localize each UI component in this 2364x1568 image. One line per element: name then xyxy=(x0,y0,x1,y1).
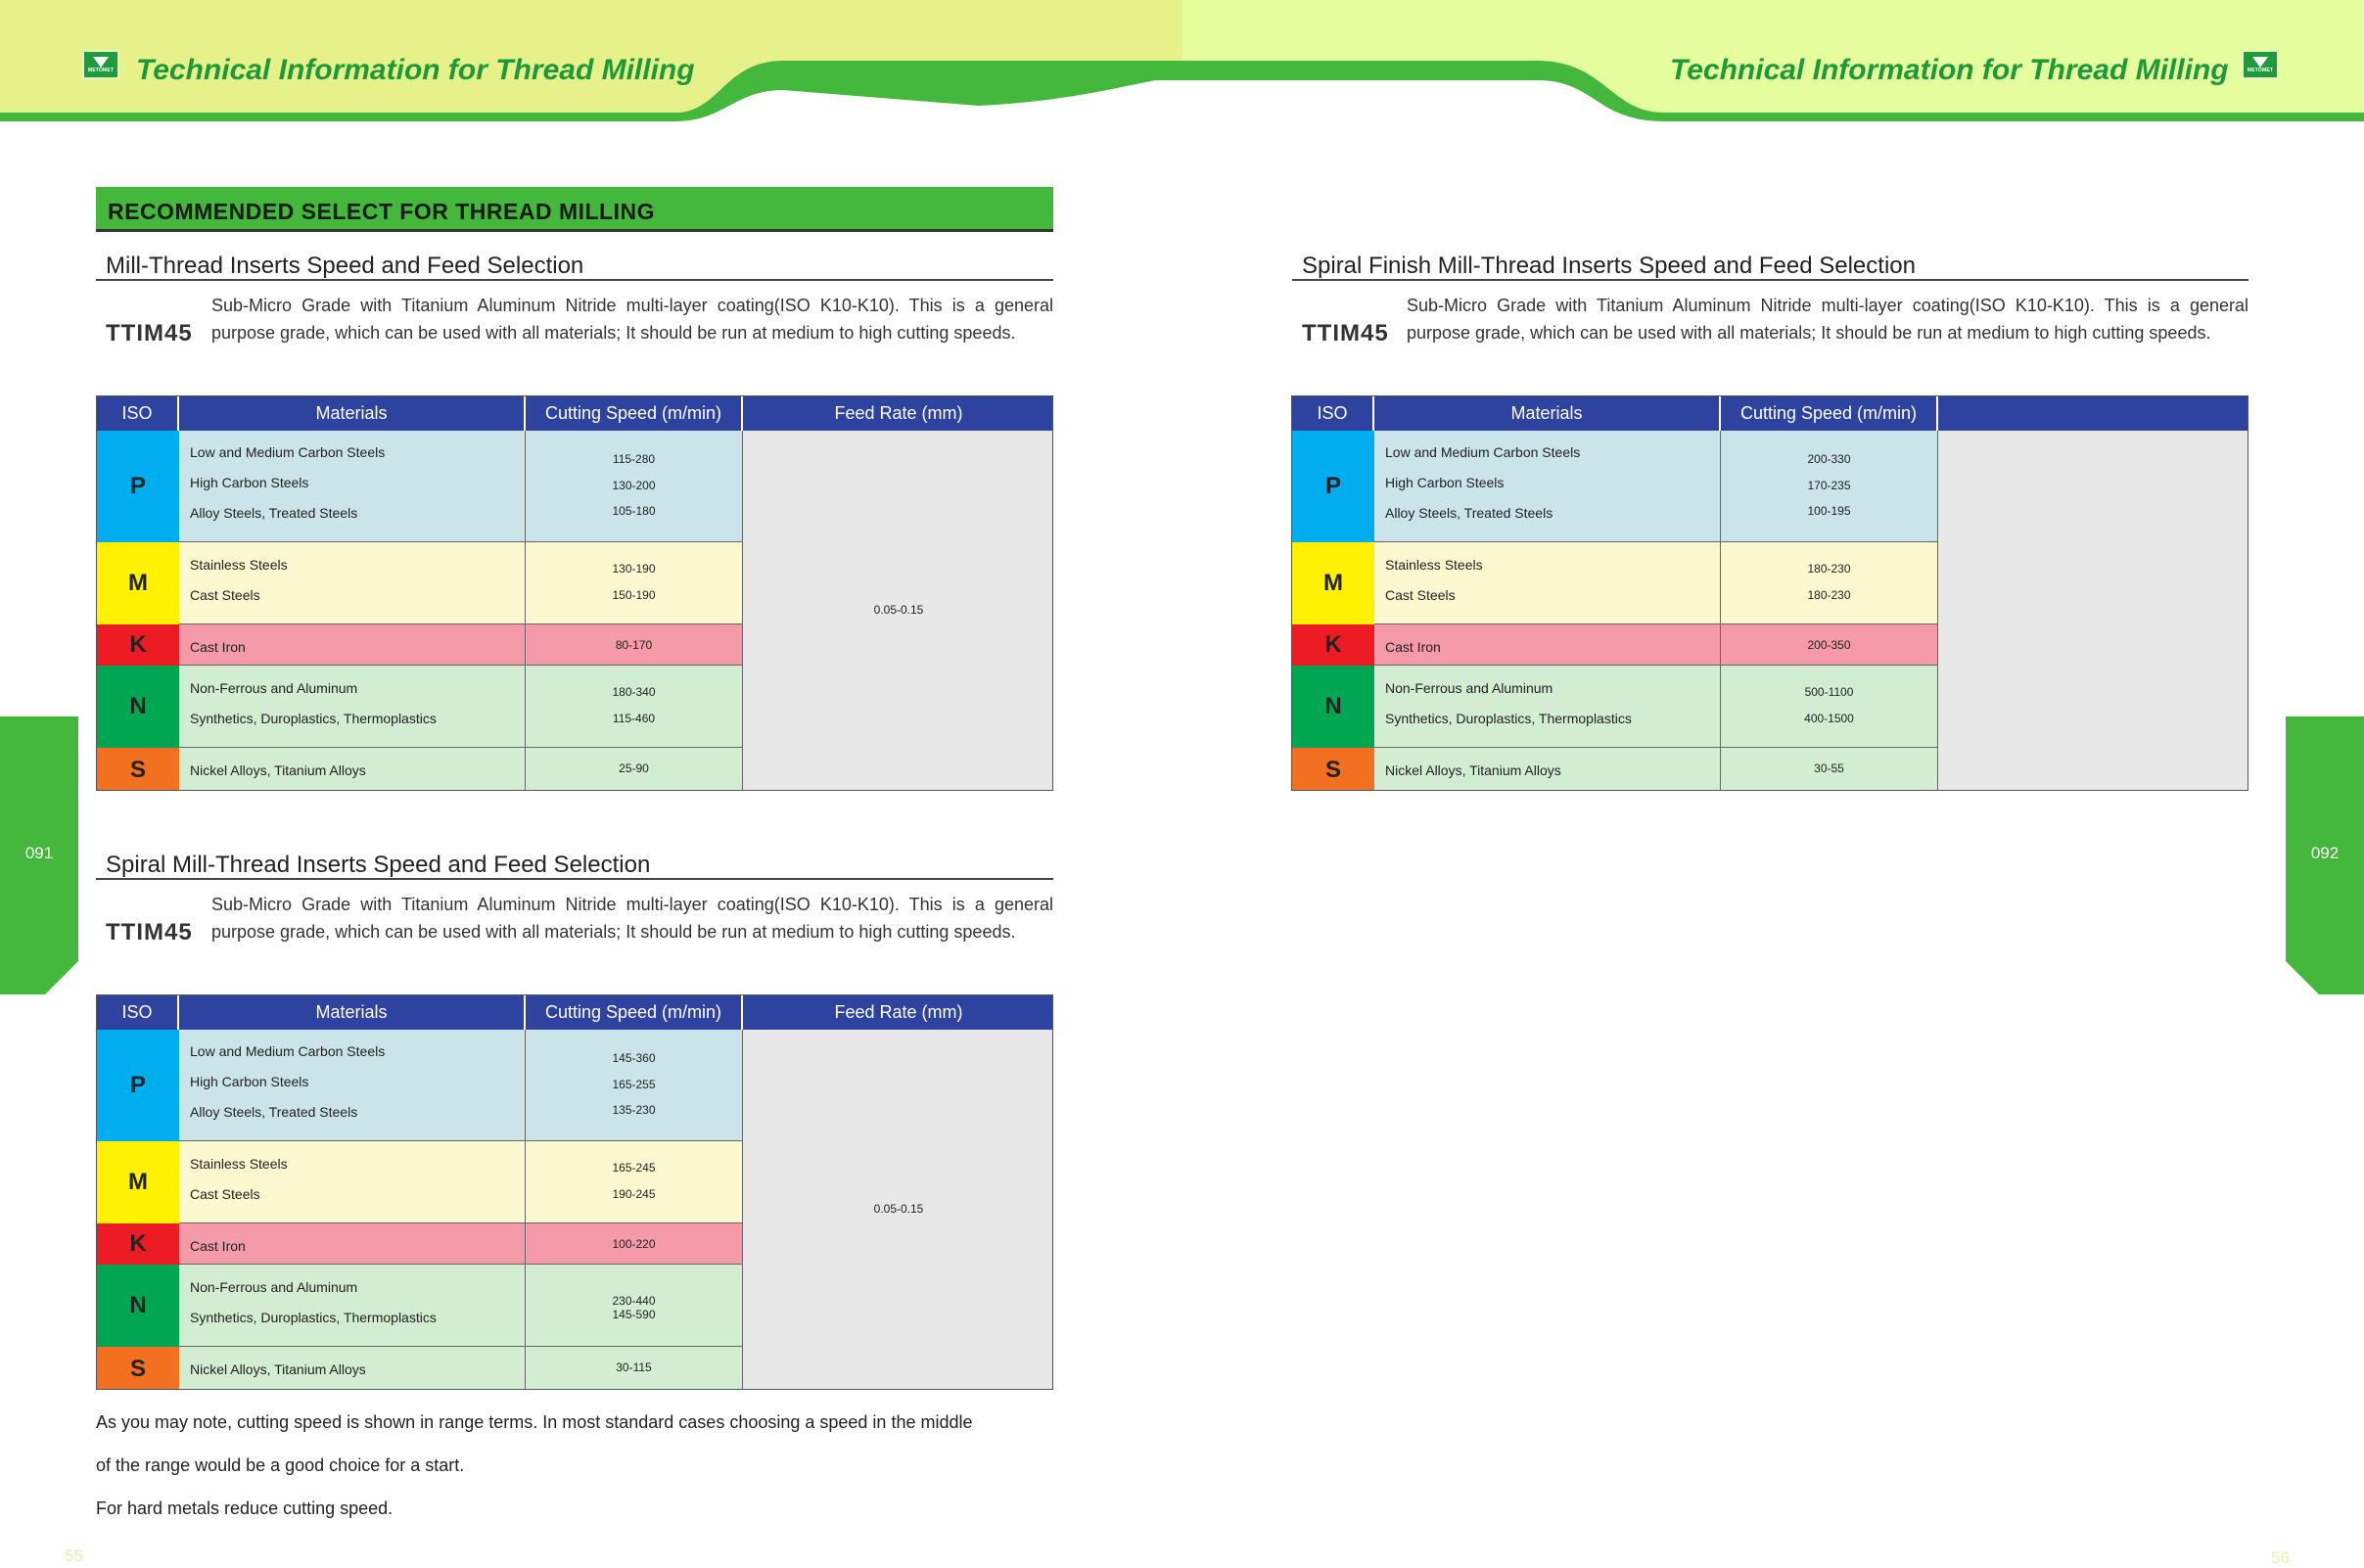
material-name: Low and Medium Carbon Steels xyxy=(1385,444,1581,460)
grade-name: TTIM45 xyxy=(106,919,193,945)
iso-code-cell: M xyxy=(97,1141,179,1223)
cutting-speed-value: 180-230 xyxy=(1807,562,1851,576)
column-header: ISO xyxy=(97,995,179,1030)
materials-cell xyxy=(179,748,526,791)
cutting-speed-value: 105-180 xyxy=(612,504,656,518)
feed-rate-value: 0.05-0.15 xyxy=(873,603,924,617)
material-name: High Carbon Steels xyxy=(190,1074,309,1089)
iso-code-cell: K xyxy=(97,1223,179,1265)
cutting-speed-value: 230-440 xyxy=(612,1294,656,1308)
cutting-speed-cell xyxy=(526,1223,743,1265)
cutting-speed-value: 190-245 xyxy=(612,1187,656,1201)
grade-description: Sub-Micro Grade with Titanium Aluminum Nitride multi-layer coating(ISO K10-K10). This is a general purpose grade, which can be used with all materials; It should be run at medium to high cutting speeds. xyxy=(211,895,1053,942)
iso-code-cell: P xyxy=(1292,431,1374,542)
column-header xyxy=(1938,396,2248,431)
cutting-speed-value: 30-55 xyxy=(1814,761,1844,775)
material-name: Cast Steels xyxy=(190,587,260,603)
cutting-speed-value: 115-280 xyxy=(612,452,656,466)
materials-cell xyxy=(179,431,526,542)
column-header: Materials xyxy=(179,396,526,431)
column-header: Materials xyxy=(179,995,526,1030)
title-underline xyxy=(96,878,1053,880)
cutting-speed-value: 115-460 xyxy=(612,712,656,725)
iso-code-cell: K xyxy=(97,624,179,666)
feed-rate-cell xyxy=(743,1030,1053,1390)
page-number-left: 55 xyxy=(65,1546,83,1565)
materials-cell xyxy=(179,666,526,748)
iso-code-cell: N xyxy=(1292,666,1374,748)
logo-text: METOMET xyxy=(87,68,115,73)
cutting-speed-value: 30-115 xyxy=(616,1360,652,1374)
column-header: Feed Rate (mm) xyxy=(743,995,1053,1030)
note-line: For hard metals reduce cutting speed. xyxy=(96,1499,394,1518)
company-logo-left xyxy=(82,50,119,79)
materials-cell xyxy=(1374,748,1721,791)
note-line: As you may note, cutting speed is shown in range terms. In most standard cases choosing a speed in the middle xyxy=(96,1412,973,1432)
speed-feed-table xyxy=(96,994,1053,1390)
grade-name: TTIM45 xyxy=(1302,320,1389,346)
materials-cell xyxy=(1374,431,1721,542)
speed-feed-table xyxy=(96,395,1053,791)
title-underline xyxy=(1292,279,2248,281)
column-header: Cutting Speed (m/min) xyxy=(1721,396,1938,431)
section-heading-bar xyxy=(96,187,1053,232)
page-tab-number-left: 091 xyxy=(24,844,54,862)
cutting-speed-cell xyxy=(526,431,743,542)
cutting-speed-cell xyxy=(1721,431,1938,542)
grade-name: TTIM45 xyxy=(106,320,193,346)
iso-code-cell: N xyxy=(97,1265,179,1347)
feed-rate-cell xyxy=(1938,431,2248,791)
material-name: Non-Ferrous and Aluminum xyxy=(190,680,358,696)
cutting-speed-cell xyxy=(1721,542,1938,624)
page-number-right: 56 xyxy=(2271,1548,2290,1567)
company-logo-right xyxy=(2242,50,2279,79)
column-header: Feed Rate (mm) xyxy=(743,396,1053,431)
material-name: Synthetics, Duroplastics, Thermoplastics xyxy=(190,711,437,726)
cutting-speed-cell xyxy=(526,666,743,748)
material-name: Nickel Alloys, Titanium Alloys xyxy=(190,1361,366,1377)
material-name: Low and Medium Carbon Steels xyxy=(190,1043,386,1059)
cutting-speed-cell xyxy=(526,1347,743,1390)
feed-rate-cell xyxy=(743,431,1053,791)
materials-cell xyxy=(179,1141,526,1223)
materials-cell xyxy=(179,1030,526,1141)
material-name: Stainless Steels xyxy=(190,1156,288,1172)
cutting-speed-value: 165-255 xyxy=(612,1078,656,1091)
cutting-speed-cell xyxy=(526,542,743,624)
cutting-speed-value: 135-230 xyxy=(612,1103,656,1117)
cutting-speed-cell xyxy=(526,748,743,791)
material-name: Alloy Steels, Treated Steels xyxy=(190,505,358,521)
cutting-speed-value: 200-330 xyxy=(1807,452,1851,466)
cutting-speed-cell xyxy=(1721,624,1938,666)
cutting-speed-cell xyxy=(526,1265,743,1347)
cutting-speed-cell xyxy=(526,624,743,666)
material-name: Alloy Steels, Treated Steels xyxy=(1385,505,1553,521)
iso-code-cell: S xyxy=(97,748,179,791)
cutting-speed-value: 130-190 xyxy=(612,562,656,576)
material-name: Synthetics, Duroplastics, Thermoplastics xyxy=(190,1310,437,1325)
column-header: ISO xyxy=(1292,396,1374,431)
cutting-speed-value: 400-1500 xyxy=(1804,712,1854,725)
iso-code-cell: M xyxy=(1292,542,1374,624)
iso-code-cell: P xyxy=(97,1030,179,1141)
column-header: Materials xyxy=(1374,396,1721,431)
cutting-speed-value: 200-350 xyxy=(1807,638,1851,652)
cutting-speed-value: 25-90 xyxy=(619,761,649,775)
speed-feed-table xyxy=(1291,395,2248,791)
material-name: Cast Iron xyxy=(190,639,246,655)
column-header: Cutting Speed (m/min) xyxy=(526,995,743,1030)
material-name: Cast Steels xyxy=(190,1186,260,1202)
page-tab-number-right: 092 xyxy=(2310,844,2340,862)
material-name: Synthetics, Duroplastics, Thermoplastics xyxy=(1385,711,1632,726)
grade-description: Sub-Micro Grade with Titanium Aluminum Nitride multi-layer coating(ISO K10-K10). This is a general purpose grade, which can be used with all materials; It should be run at medium to high cutting speeds. xyxy=(211,296,1053,343)
material-name: High Carbon Steels xyxy=(190,475,309,490)
material-name: Cast Steels xyxy=(1385,587,1456,603)
cutting-speed-value: 180-340 xyxy=(612,685,656,699)
materials-cell xyxy=(179,624,526,666)
material-name: Alloy Steels, Treated Steels xyxy=(190,1104,358,1120)
materials-cell xyxy=(1374,542,1721,624)
cutting-speed-value: 165-245 xyxy=(612,1161,656,1175)
material-name: Stainless Steels xyxy=(1385,557,1483,573)
logo-text: METOMET xyxy=(2247,68,2274,73)
material-name: Non-Ferrous and Aluminum xyxy=(1385,680,1553,696)
cutting-speed-value: 180-230 xyxy=(1807,588,1851,602)
cutting-speed-value: 100-220 xyxy=(612,1237,656,1251)
materials-cell xyxy=(1374,624,1721,666)
cutting-speed-value: 130-200 xyxy=(612,479,656,492)
iso-code-cell: M xyxy=(97,542,179,624)
iso-code-cell: S xyxy=(97,1347,179,1390)
cutting-speed-value: 145-590 xyxy=(612,1308,656,1321)
column-header: ISO xyxy=(97,396,179,431)
material-name: High Carbon Steels xyxy=(1385,475,1505,490)
material-name: Stainless Steels xyxy=(190,557,288,573)
material-name: Nickel Alloys, Titanium Alloys xyxy=(1385,762,1561,778)
iso-code-cell: N xyxy=(97,666,179,748)
triangle-logo-icon xyxy=(93,57,109,68)
cutting-speed-value: 150-190 xyxy=(612,588,656,602)
header-title-right: Technical Information for Thread Milling xyxy=(1670,54,2229,86)
material-name: Low and Medium Carbon Steels xyxy=(190,444,386,460)
cutting-speed-value: 500-1100 xyxy=(1804,685,1854,699)
cutting-speed-cell xyxy=(1721,666,1938,748)
materials-cell xyxy=(179,1223,526,1265)
feed-rate-value: 0.05-0.15 xyxy=(873,1202,924,1216)
column-header: Cutting Speed (m/min) xyxy=(526,396,743,431)
material-name: Cast Iron xyxy=(190,1238,246,1254)
iso-code-cell: P xyxy=(97,431,179,542)
header-title-left: Technical Information for Thread Milling xyxy=(136,54,695,86)
table-title-spiral-finish-mill-thread: Spiral Finish Mill-Thread Inserts Speed and Feed Selection xyxy=(1302,253,1916,279)
grade-description: Sub-Micro Grade with Titanium Aluminum Nitride multi-layer coating(ISO K10-K10). This is a general purpose grade, which can be used with all materials; It should be run at medium to high cutting speeds. xyxy=(1407,296,2248,343)
cutting-speed-cell xyxy=(526,1030,743,1141)
materials-cell xyxy=(179,1265,526,1347)
materials-cell xyxy=(179,1347,526,1390)
iso-code-cell: K xyxy=(1292,624,1374,666)
cutting-speed-value: 145-360 xyxy=(612,1051,656,1065)
cutting-speed-value: 170-235 xyxy=(1807,479,1851,492)
section-heading: RECOMMENDED SELECT FOR THREAD MILLING xyxy=(108,199,655,224)
cutting-speed-cell xyxy=(526,1141,743,1223)
materials-cell xyxy=(179,542,526,624)
cutting-speed-cell xyxy=(1721,748,1938,791)
table-title-spiral-mill-thread: Spiral Mill-Thread Inserts Speed and Feed Selection xyxy=(106,852,651,878)
iso-code-cell: S xyxy=(1292,748,1374,791)
cutting-speed-value: 100-195 xyxy=(1807,504,1851,518)
cutting-speed-value: 80-170 xyxy=(615,638,653,652)
title-underline xyxy=(96,279,1053,281)
material-name: Non-Ferrous and Aluminum xyxy=(190,1279,358,1295)
material-name: Nickel Alloys, Titanium Alloys xyxy=(190,762,366,778)
triangle-logo-icon xyxy=(2252,57,2268,68)
table-title-mill-thread: Mill-Thread Inserts Speed and Feed Selection xyxy=(106,253,584,279)
note-line: of the range would be a good choice for a start. xyxy=(96,1455,465,1475)
material-name: Cast Iron xyxy=(1385,639,1441,655)
materials-cell xyxy=(1374,666,1721,748)
